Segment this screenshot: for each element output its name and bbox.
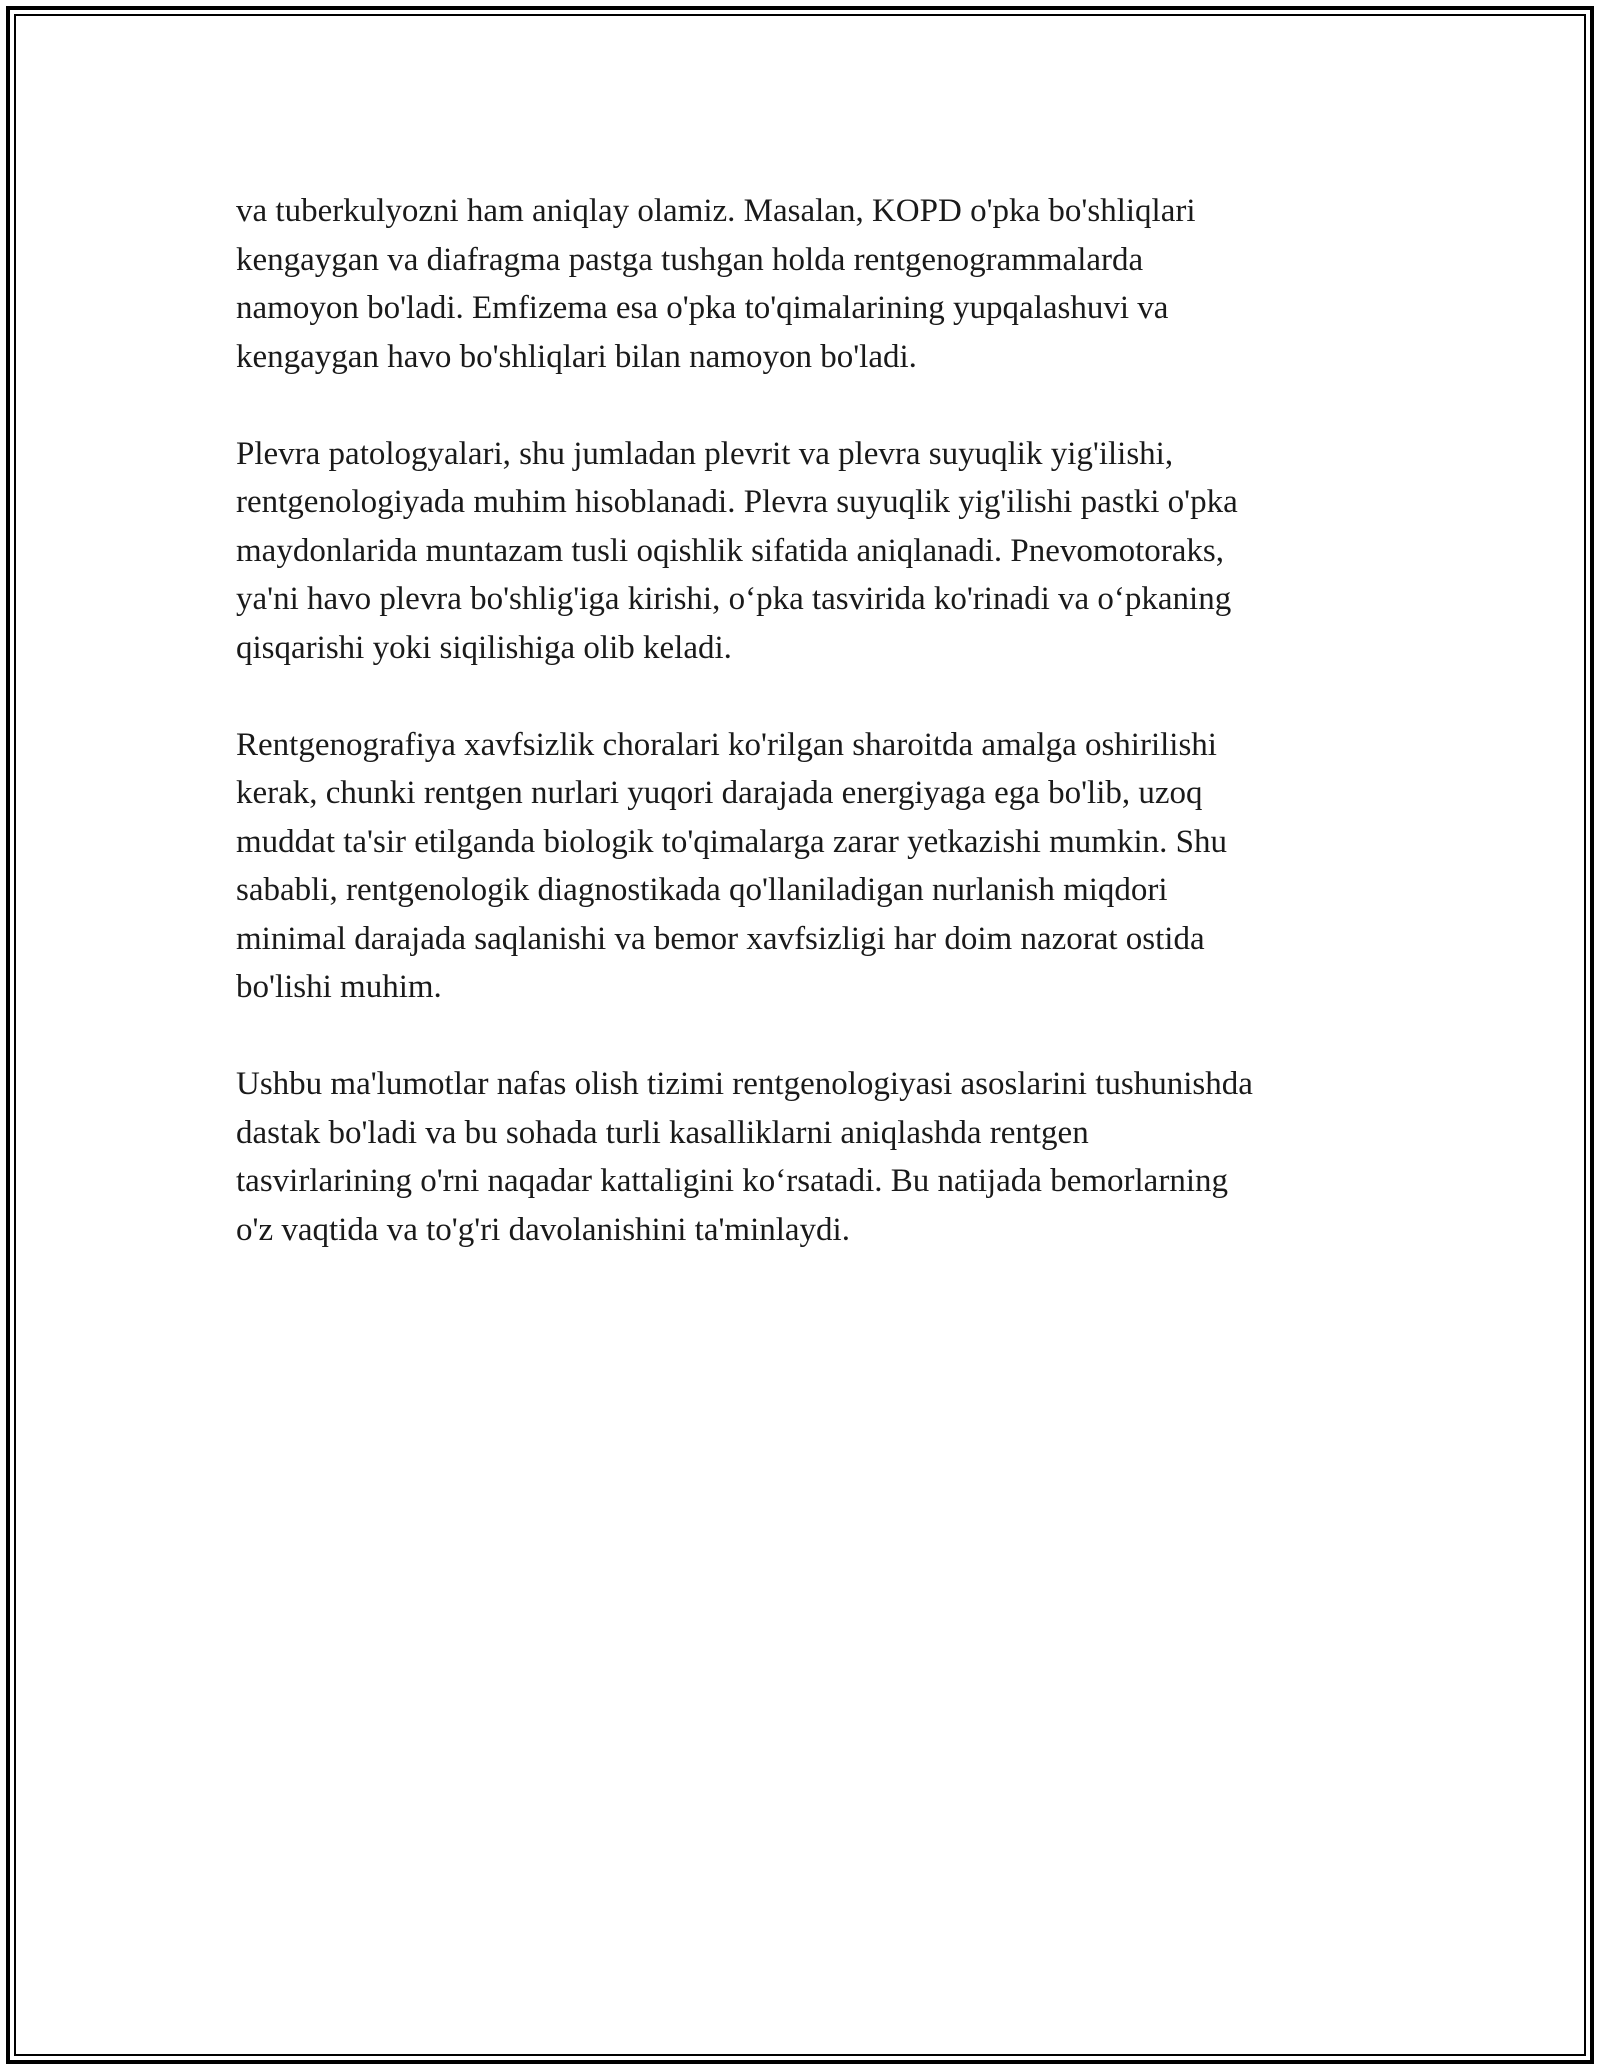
text-line: Ushbu ma'lumotlar nafas olish tizimi rentgenologiyasi asoslarini tushunishda bbox=[236, 1066, 1253, 1102]
text-line: Plevra patologyalari, shu jumladan plevrit va plevra suyuqlik yig'ilishi, bbox=[236, 435, 1174, 472]
paragraph-4 bbox=[236, 1060, 1400, 1254]
paragraph-3 bbox=[236, 721, 1400, 1012]
text-line: kengaygan havo bo'shliqlari bilan namoyon bo'ladi. bbox=[236, 338, 917, 375]
text-line: minimal darajada saqlanishi va bemor xavfsizligi har doim nazorat ostida bbox=[236, 920, 1205, 957]
text-line: tasvirlarining o'rni naqadar kattaligini ko‘rsatadi. Bu natijada bemorlarning bbox=[236, 1163, 1228, 1199]
text-line: ya'ni havo plevra bo'shlig'iga kirishi, o‘pka tasvirida ko'rinadi va o‘pkaning bbox=[236, 581, 1232, 617]
text-line: rentgenologiyada muhim hisoblanadi. Plevra suyuqlik yig'ilishi pastki o'pka bbox=[236, 484, 1238, 520]
paragraph-1 bbox=[236, 187, 1400, 381]
text-line: maydonlarida muntazam tusli oqishlik sifatida aniqlanadi. Pnevomotoraks, bbox=[236, 532, 1224, 569]
text-line: o'z vaqtida va to'g'ri davolanishini ta'minlaydi. bbox=[236, 1211, 850, 1248]
paragraph-2 bbox=[236, 430, 1400, 673]
text-line: kengaygan va diafragma pastga tushgan holda rentgenogrammalarda bbox=[236, 241, 1144, 278]
text-line: muddat ta'sir etilganda biologik to'qimalarga zarar yetkazishi mumkin. Shu bbox=[236, 823, 1227, 860]
document-body bbox=[236, 187, 1400, 1303]
text-line: bo'lishi muhim. bbox=[236, 969, 442, 1005]
text-line: Rentgenografiya xavfsizlik choralari ko'rilgan sharoitda amalga oshirilishi bbox=[236, 726, 1217, 763]
text-line: qisqarishi yoki siqilishiga olib keladi. bbox=[236, 629, 732, 666]
text-line: va tuberkulyozni ham aniqlay olamiz. Masalan, KOPD o'pka bo'shliqlari bbox=[236, 193, 1196, 229]
text-line: kerak, chunki rentgen nurlari yuqori darajada energiyaga ega bo'lib, uzoq bbox=[236, 775, 1203, 811]
text-line: namoyon bo'ladi. Emfizema esa o'pka to'qimalarining yupqalashuvi va bbox=[236, 290, 1169, 326]
text-line: sababli, rentgenologik diagnostikada qo'llaniladigan nurlanish miqdori bbox=[236, 872, 1168, 908]
text-line: dastak bo'ladi va bu sohada turli kasalliklarni aniqlashda rentgen bbox=[236, 1114, 1089, 1151]
